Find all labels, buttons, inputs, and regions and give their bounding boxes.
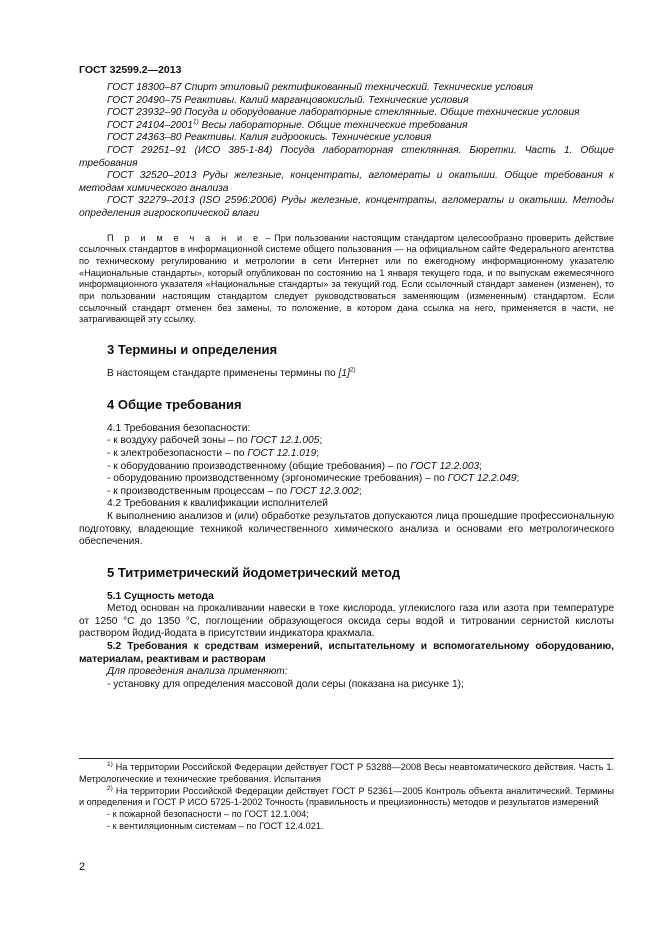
footnote-divider [79, 758, 614, 759]
note-text: – При пользовании настоящим стандартом целесообразно проверить действие ссылочных стандартов в информационной системе общего пользования — на официальном сайте Федерального агентства по техническому регулированию и метрологии в сети Интернет или по ежегодному информационному указателю «Национальные стандарты», который опубликован по состоянию на 1 января текущего года, и по выпускам ежемесячного информационного указателя «Национальные стандарты» за текущий год. Если ссылочный стандарт заменен (изменен), то при пользовании настоящим стандартом следует руководствоваться заменяющим (измененным) стандартом. Если ссылочный стандарт отменен без замены, то положение, в котором дана ссылка на него, применяется в части, не затрагивающей эту ссылку. [79, 232, 614, 325]
footnote-1: $^{1)}$ На территории Российской Федерации действует ГОСТ Р 53288—2008 Весы неавтоматического действия. Часть 1. Метрологические и технические требования. Испытания [79, 760, 614, 784]
section-3-text: В настоящем стандарте применены термины по $[1]^{2)}$ [107, 366, 356, 380]
subsection-5-1-text: Метод основан на прокаливании навески в токе кислорода, углекислого газа или азота при температуре от 1250 °С до 1350 °С, поглощении образующегося оксида серы водой и титровании сернистой кислоты раствором йодид-йодата в присутствии индикатора крахмала. [79, 603, 614, 640]
subsection-5-2-lead: Для проведения анализа применяют: [107, 666, 288, 678]
footnote-extra-item: - к пожарной безопасности – по ГОСТ 12.1.004; [107, 809, 309, 820]
reference-item: ГОСТ 29251–91 (ИСО 385-1-84) Посуда лабораторная стеклянная. Бюретки. Часть 1. Общие требования [79, 144, 614, 169]
subsection-5-1-title: 5.1 Сущность метода [107, 590, 214, 602]
list-item: - к оборудованию производственному (общие требования) – по ГОСТ 12.2.003; [107, 460, 482, 472]
page-number: 2 [79, 861, 86, 873]
footnote-mark: 2) [349, 366, 356, 374]
note-paragraph [79, 233, 614, 327]
reference-item: ГОСТ 18300–87 Спирт этиловый ректификованный технический. Технические условия [107, 82, 534, 93]
normative-references [79, 82, 614, 221]
footnote-extra-item: - к вентиляционным системам – по ГОСТ 12.4.021. [107, 820, 324, 831]
qualification-title: 4.2 Требования к квалификации исполнителей [107, 498, 328, 510]
list-item: - к производственным процессам – по ГОСТ 12.3.002; [107, 485, 362, 497]
footnote-mark: 1) [107, 760, 113, 768]
footnote-2: $^{2)}$ На территории Российской Федерации действует ГОСТ Р 52361—2005 Контроль объекта аналитический. Термины и определения и ГОСТ Р ИСО 5725-1-2002 Точность (правильность и прецизионность) методов и результатов измерений [79, 784, 614, 808]
reference-item: ГОСТ 24104–2001$^{1)}$ Весы лабораторные. Общие технические требования [107, 118, 468, 131]
main-content [79, 82, 614, 691]
list-item: - к воздуху рабочей зоны – по ГОСТ 12.1.005; [107, 435, 323, 447]
note-label: П р и м е ч а н и е [107, 232, 262, 243]
list-item: - к электробезопасности – по ГОСТ 12.1.019; [107, 447, 320, 459]
bibliography-ref: [1] [338, 368, 350, 380]
section-3-title: 3 Термины и определения [107, 342, 278, 358]
reference-item: ГОСТ 20490–75 Реактивы. Калий марганцовокислый. Технические условия [107, 94, 469, 106]
reference-item: ГОСТ 23932–90 Посуда и оборудование лабораторные стеклянные. Общие технические условия [107, 107, 580, 119]
qualification-text: К выполнению анализов и (или) обработке результатов допускаются лица прошедшие профессиональную подготовку, владеющие техникой количественного химического анализа и основами его метрологического обеспечения. [79, 510, 614, 548]
reference-item: ГОСТ 32520–2013 Руды железные, концентраты, агломераты и окатыши. Общие требования к методам химического анализа [79, 170, 614, 194]
reference-item: ГОСТ 24363–80 Реактивы. Калия гидроокись. Технические условия [107, 132, 432, 144]
section-4-title: 4 Общие требования [107, 396, 242, 412]
reference-item: ГОСТ 32279–2013 (ISO 2596:2006) Руды железные, концентраты, агломераты и окатыши. Методы определения гигроскопической влаги [79, 195, 614, 219]
page-header: ГОСТ 32599.2—2013 [79, 64, 182, 76]
footnote-mark: 1) [192, 118, 199, 126]
section-5-title: 5 Титриметрический йодометрический метод [107, 564, 401, 580]
footnote-mark: 2) [107, 784, 113, 792]
list-item: - оборудованию производственному (эргономические требования) – по ГОСТ 12.2.049; [107, 473, 520, 485]
footnotes [79, 758, 614, 829]
safety-title: 4.1 Требования безопасности: [107, 422, 251, 434]
list-item: - установку для определения массовой доли серы (показана на рисунке 1); [107, 678, 464, 690]
subsection-5-2-title: 5.2 Требования к средствам измерений, испытательному и вспомогательному оборудованию, материалам, реактивам и растворам [79, 641, 614, 665]
